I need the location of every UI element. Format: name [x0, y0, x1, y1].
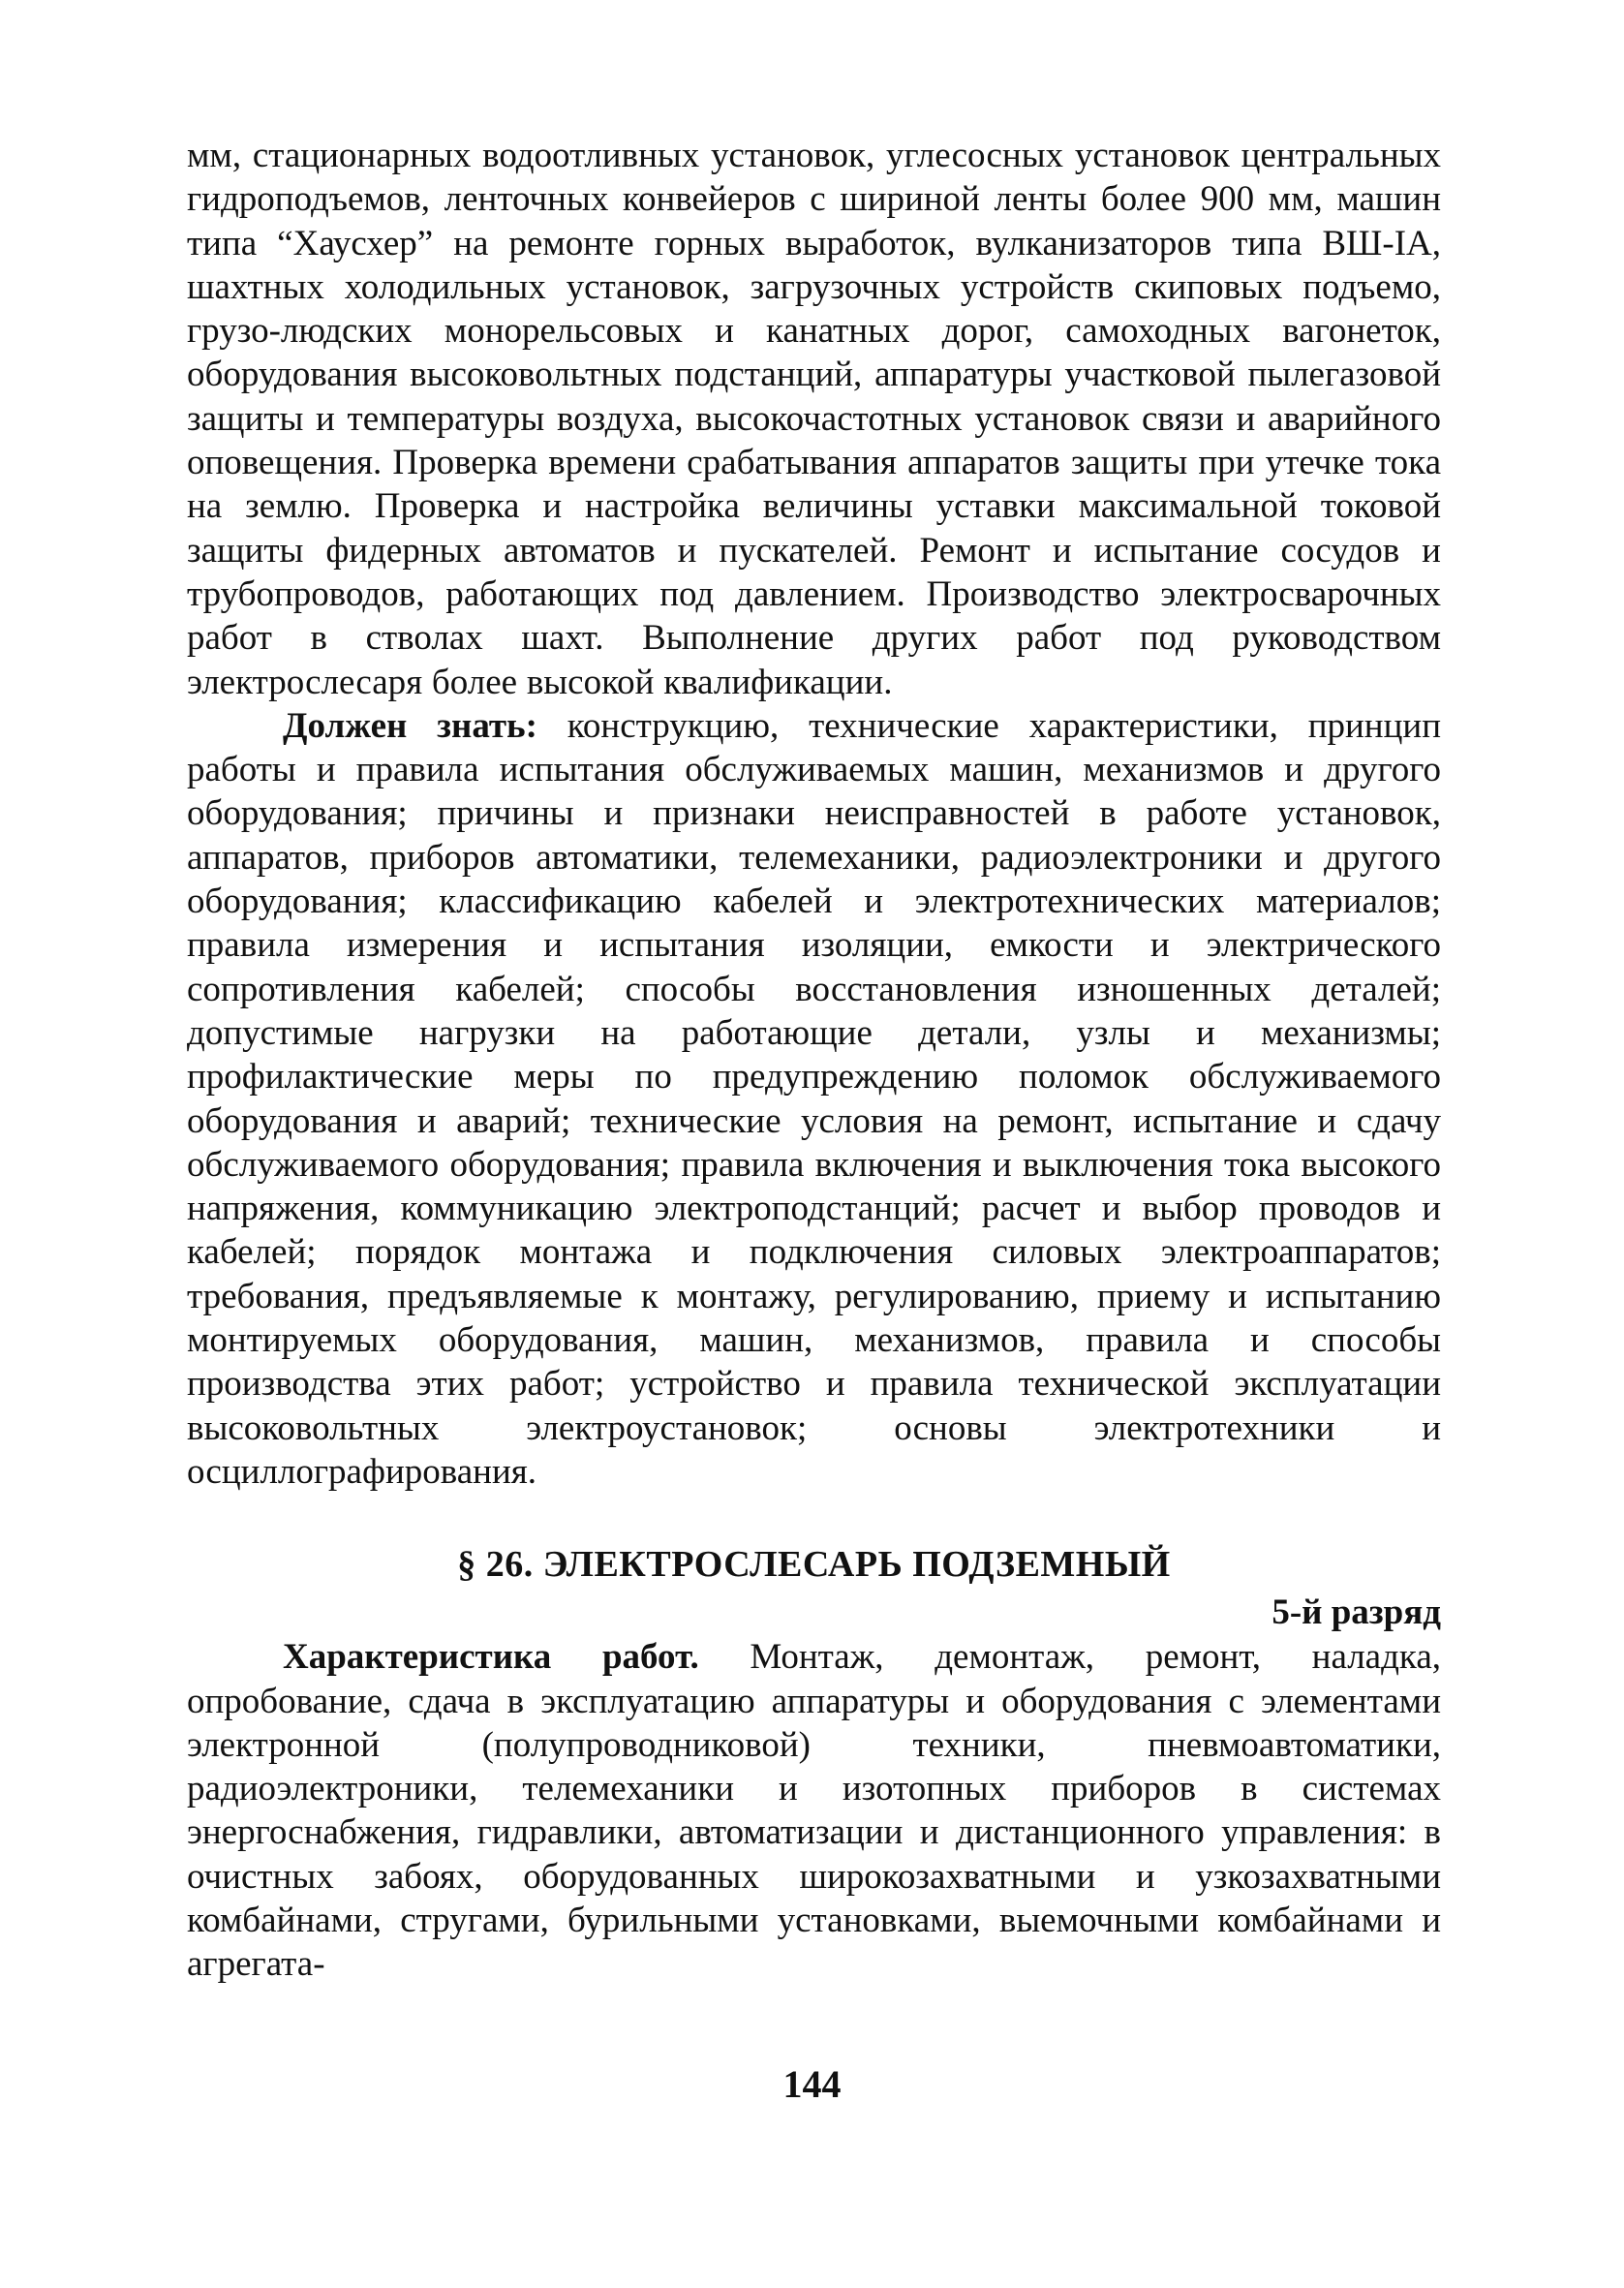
intro-paragraph: мм, стационарных водоотливных установок, углесосных установок центральных гидроподъемов, ленточных конвейеров с шириной ленты более 900 мм, машин типа “Хаусхер” на ремонте горных выработок, вулканизаторов типа ВШ-IА, шахтных холодильных установок, загрузочных устройств скиповых подъемо, грузо-людских монорельсовых и канатных дорог, самоходных вагонеток, оборудования высоковольтных подстанций, аппаратуры участковой пылегазовой защиты и температуры воздуха, высокочастотных установок связи и аварийного оповещения. Проверка времени срабатывания аппаратов защиты при утечке тока на землю. Проверка и настройка величины уставки максимальной токовой защиты фидерных автоматов и пускателей. Ремонт и испытание сосудов и трубопроводов, работающих под давлением. Производство электросварочных работ в стволах шахт. Выполнение других работ под руководством электрослесаря более высокой квалификации. [187, 136, 1441, 702]
section-title: § 26. ЭЛЕКТРОСЛЕСАРЬ ПОДЗЕМНЫЙ [457, 1544, 1171, 1586]
work-characteristics-paragraph [187, 1635, 1441, 1986]
work-characteristics-text: Монтаж, демонтаж, ремонт, наладка, опробование, сдача в эксплуатацию аппаратуры и оборудования с элементами электронной (полупроводниковой) техники, пневмоавтоматики, радиоэлектроники, телемеханики и изотопных приборов в системах энергоснабжения, гидравлики, автоматизации и дистанционного управления: в очистных забоях, оборудованных широкозахватными и узкозахватными комбайнами, стругами, бурильными установками, выемочными комбайнами и агрегата- [187, 1637, 1442, 1985]
work-characteristics-lead: Характеристика работ. [283, 1637, 699, 1678]
grade-heading: 5-й разряд [1272, 1592, 1441, 1633]
knowledge-lead: Должен знать: [283, 705, 537, 746]
knowledge-text: конструкцию, технические характеристики, принцип работы и правила испытания обслуживаемых машин, механизмов и другого оборудования; причины и признаки неисправностей в работе установок, аппаратов, приборов автоматики, телемеханики, радиоэлектроники и другого оборудования; классификацию кабелей и электротехнических материалов; правила измерения и испытания изоляции, емкости и электрического сопротивления кабелей; способы восстановления изношенных деталей; допустимые нагрузки на работающие детали, узлы и механизмы; профилактические меры по предупреждению поломок обслуживаемого оборудования и аварий; технические условия на ремонт, испытание и сдачу обслуживаемого оборудования; правила включения и выключения тока высокого напряжения, коммуникацию электроподстанций; расчет и выбор проводов и кабелей; порядок монтажа и подключения силовых электроаппаратов; требования, предъявляемые к монтажу, регулированию, приему и испытанию монтируемых оборудования, машин, механизмов, правила и способы производства этих работ; устройство и правила технической эксплуатации высоковольтных электроустановок; основы электротехники и осциллографирования. [187, 705, 1441, 1492]
document-page [187, 134, 1441, 1987]
page-number: 144 [782, 2062, 842, 2106]
knowledge-paragraph [187, 704, 1441, 1494]
